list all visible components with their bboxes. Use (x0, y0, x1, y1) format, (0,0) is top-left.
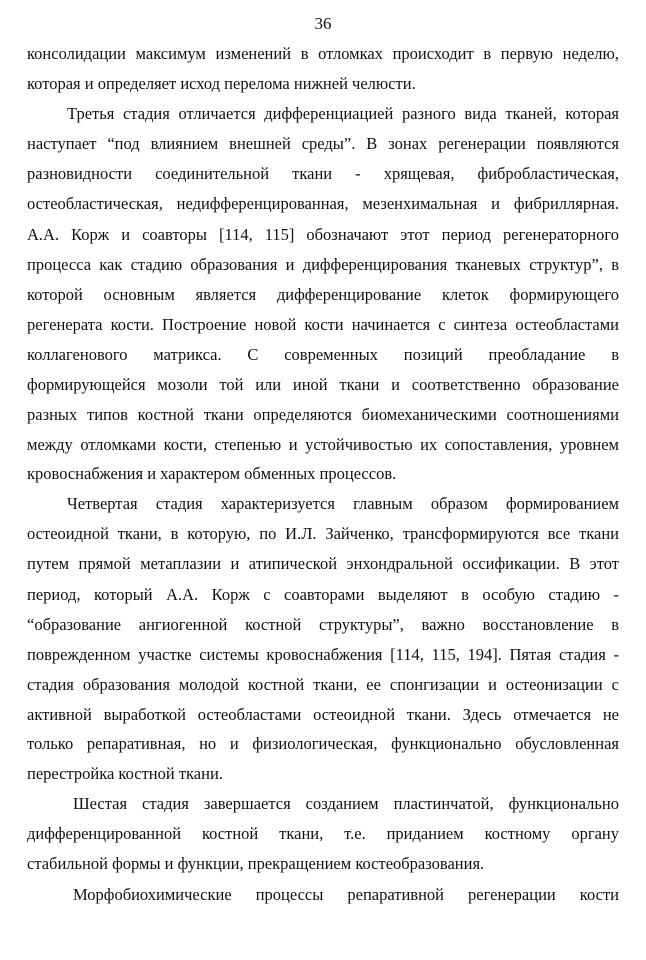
text-line: период, который А.А. Корж с соавторами выделяют в особую стадию - (27, 585, 619, 604)
text-line: активной выработкой остеобластами остеоидной ткани. Здесь отмечается не (27, 705, 619, 724)
text-line: регенерата кости. Построение новой кости начинается с синтеза остеобластами (27, 315, 619, 334)
text-line: Шестая стадия завершается созданием пластинчатой, функционально (73, 794, 619, 813)
text-line: разновидности соединительной ткани - хрящевая, фибробластическая, (27, 164, 619, 183)
text-line: Морфобиохимические процессы репаративной регенерации кости (73, 885, 619, 904)
text-line: “образование ангиогенной костной структуры”, важно восстановление в (27, 615, 619, 634)
text-line: остеобластическая, недифференцированная, мезенхимальная и фибриллярная. (27, 194, 619, 213)
text-line: Третья стадия отличается дифференциацией разного вида тканей, которая (67, 104, 619, 123)
text-line: консолидации максимум изменений в отломках происходит в первую неделю, (27, 44, 619, 63)
text-line: Четвертая стадия характеризуется главным образом формированием (67, 494, 619, 513)
page-number: 36 (314, 14, 332, 33)
text-line: наступает “под влиянием внешней среды”. В зонах регенерации появляются (27, 134, 619, 153)
text-line: стабильной формы и функции, прекращением костеобразования. (27, 854, 485, 873)
text-line: формирующейся мозоли той или иной ткани и соответственно образование (27, 375, 619, 394)
text-line: дифференцированной костной ткани, т.е. приданием костному органу (27, 824, 619, 843)
text-line: между отломками кости, степенью и устойчивостью их сопоставления, уровнем (27, 435, 619, 454)
text-line: стадия образования молодой костной ткани, ее спонгизации и остеонизации с (27, 675, 619, 694)
text-line: А.А. Корж и соавторы [114, 115] обозначают этот период регенераторного (27, 225, 619, 244)
text-line: кровоснабжения и характером обменных процессов. (27, 464, 397, 483)
text-line: разных типов костной ткани определяются биомеханическими соотношениями (27, 405, 619, 424)
text-line: перестройка костной ткани. (27, 764, 223, 783)
text-line: поврежденном участке системы кровоснабжения [114, 115, 194]. Пятая стадия - (27, 645, 619, 664)
text-line: коллагенового матрикса. С современных позиций преобладание в (27, 345, 619, 364)
text-line: которая и определяет исход перелома нижней челюсти. (27, 74, 416, 93)
text-line: путем прямой метаплазии и атипической энхондральной оссификации. В этот (27, 554, 619, 573)
text-line: остеоидной ткани, в которую, по И.Л. Зайченко, трансформируются все ткани (27, 524, 619, 543)
text-line: которой основным является дифференцирование клеток формирующего (27, 285, 619, 304)
text-line: процесса как стадию образования и дифференцирования тканевых структур”, в (27, 255, 619, 274)
text-line: только репаративная, но и физиологическая, функционально обусловленная (27, 734, 619, 753)
